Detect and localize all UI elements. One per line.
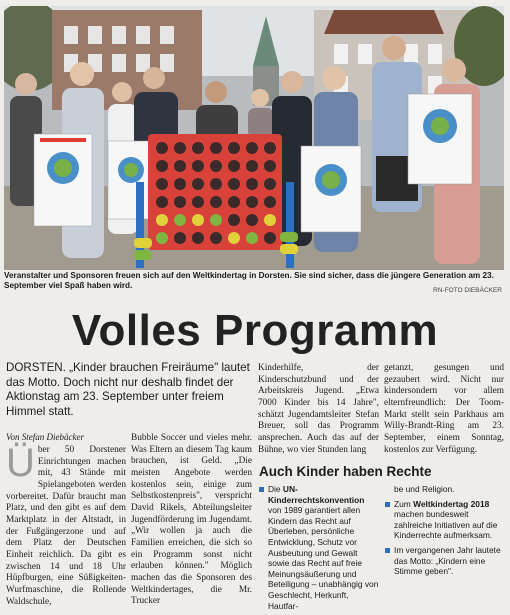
bullet-square-icon [259, 487, 264, 492]
infobox-column-left [259, 484, 379, 615]
poster-left [34, 134, 92, 226]
article-column-2: Bubble Soccer und vieles mehr. Was Eltern an diesem Tag kaum brauchen, ist Geld. „Die meisten Angebote werden kostenlos sein, einige zum Selbstkostenpreis", verspricht David Rikels, Abteilungsleiter Jugendförderung im Jugendamt. „Wir wollen ja auch die Familien erreichen, die sich so ein Programm sonst nicht erlauben können." Möglich machen das die Sponsoren des Weltkindertages, die Mr. Trucker [131, 433, 252, 607]
lead-paragraph: DORSTEN. „Kinder brauchen Freiräume" lautet das Motto. Doch nicht nur deshalb findet der Aktionstag am 23. September unter freiem Himmel statt. [6, 361, 250, 418]
article-column-1 [6, 441, 126, 608]
article-column-3: Kinderhilfe, der Kinderschutzbund und der Arbeitskreis Jugend. „Etwa 7000 Kinder bis 14 Jahre", schätzt Jugendamtsleiter Stefan Breuer, soll das Programm ansprechen. Auch das auf der Bühne, wo vier Stunden lang [258, 363, 379, 455]
infobox-item-weltkindertag: Zum Weltkindertag 2018 machen bundesweit zahlreiche Initiativen auf die Kinderrechte aufmerksam. [385, 499, 505, 541]
infobox-column-right [385, 484, 505, 581]
bullet-square-icon [385, 548, 390, 553]
photo-caption: Veranstalter und Sponsoren freuen sich auf den Weltkindertag in Dorsten. Sie sind sicher, dass die jüngere Generation am 23. September viel Spaß haben wird. [4, 271, 494, 291]
connect-four-board [134, 134, 298, 268]
headline: Volles Programm [71, 306, 439, 355]
article-column-4: getanzt, gesungen und gezaubert wird. Nicht nur kindersondern vor allem elternfreundlich: Der Toom-Markt stellt sein Parkhaus am Willy-Brandt-Ring am 23. September, einem Sonntag, kostenlos zur Verfügung. [384, 363, 504, 455]
weltkindertag-label: Weltkindertag 2018 [413, 498, 490, 509]
infobox-item-motto: Im vergangenen Jahr lautete das Motto: „Kindern eine Stimme geben". [385, 545, 505, 577]
infobox-item-un: Die UN-Kinderrechtskonvention von 1989 garantiert allen Kindern das Recht auf Überleben, persönliche Entwicklung, Schutz vor Ausbeutung und Gewalt sowie das Recht auf freie Meinungsäußerung und Beteiligung – unabhängig von Geschlecht, Herkunft, Hautfar- [259, 484, 379, 611]
drop-cap: Ü [6, 441, 35, 485]
infobox-item-continued: be und Religion. [394, 484, 455, 494]
bullet-square-icon [385, 502, 390, 507]
author-byline: Von Stefan Diebäcker [6, 432, 84, 442]
un-convention-label: UN-Kinderrechtskonvention [268, 484, 365, 505]
column-1-text: ber 50 Dorstener Einrichtungen machen mit, 43 Stände mit Spielangeboten werden vorbereitet. Dafür braucht man Platz, und den gibt es auf dem Marktplatz in der Altstadt, in der Fußgängerzone und auf dem Platz der Deutschen Einheit reichlich. Da gibt es zwischen 14 und 18 Uhr Hüpfburgen, eine Süßigkeiten-Wurfmaschine, die Rollende Waldschule, [6, 445, 126, 607]
group-photo [4, 6, 504, 270]
infobox-title: Auch Kinder haben Rechte [259, 464, 432, 479]
photo-credit: RN-FOTO DIEBÄCKER [433, 287, 502, 294]
